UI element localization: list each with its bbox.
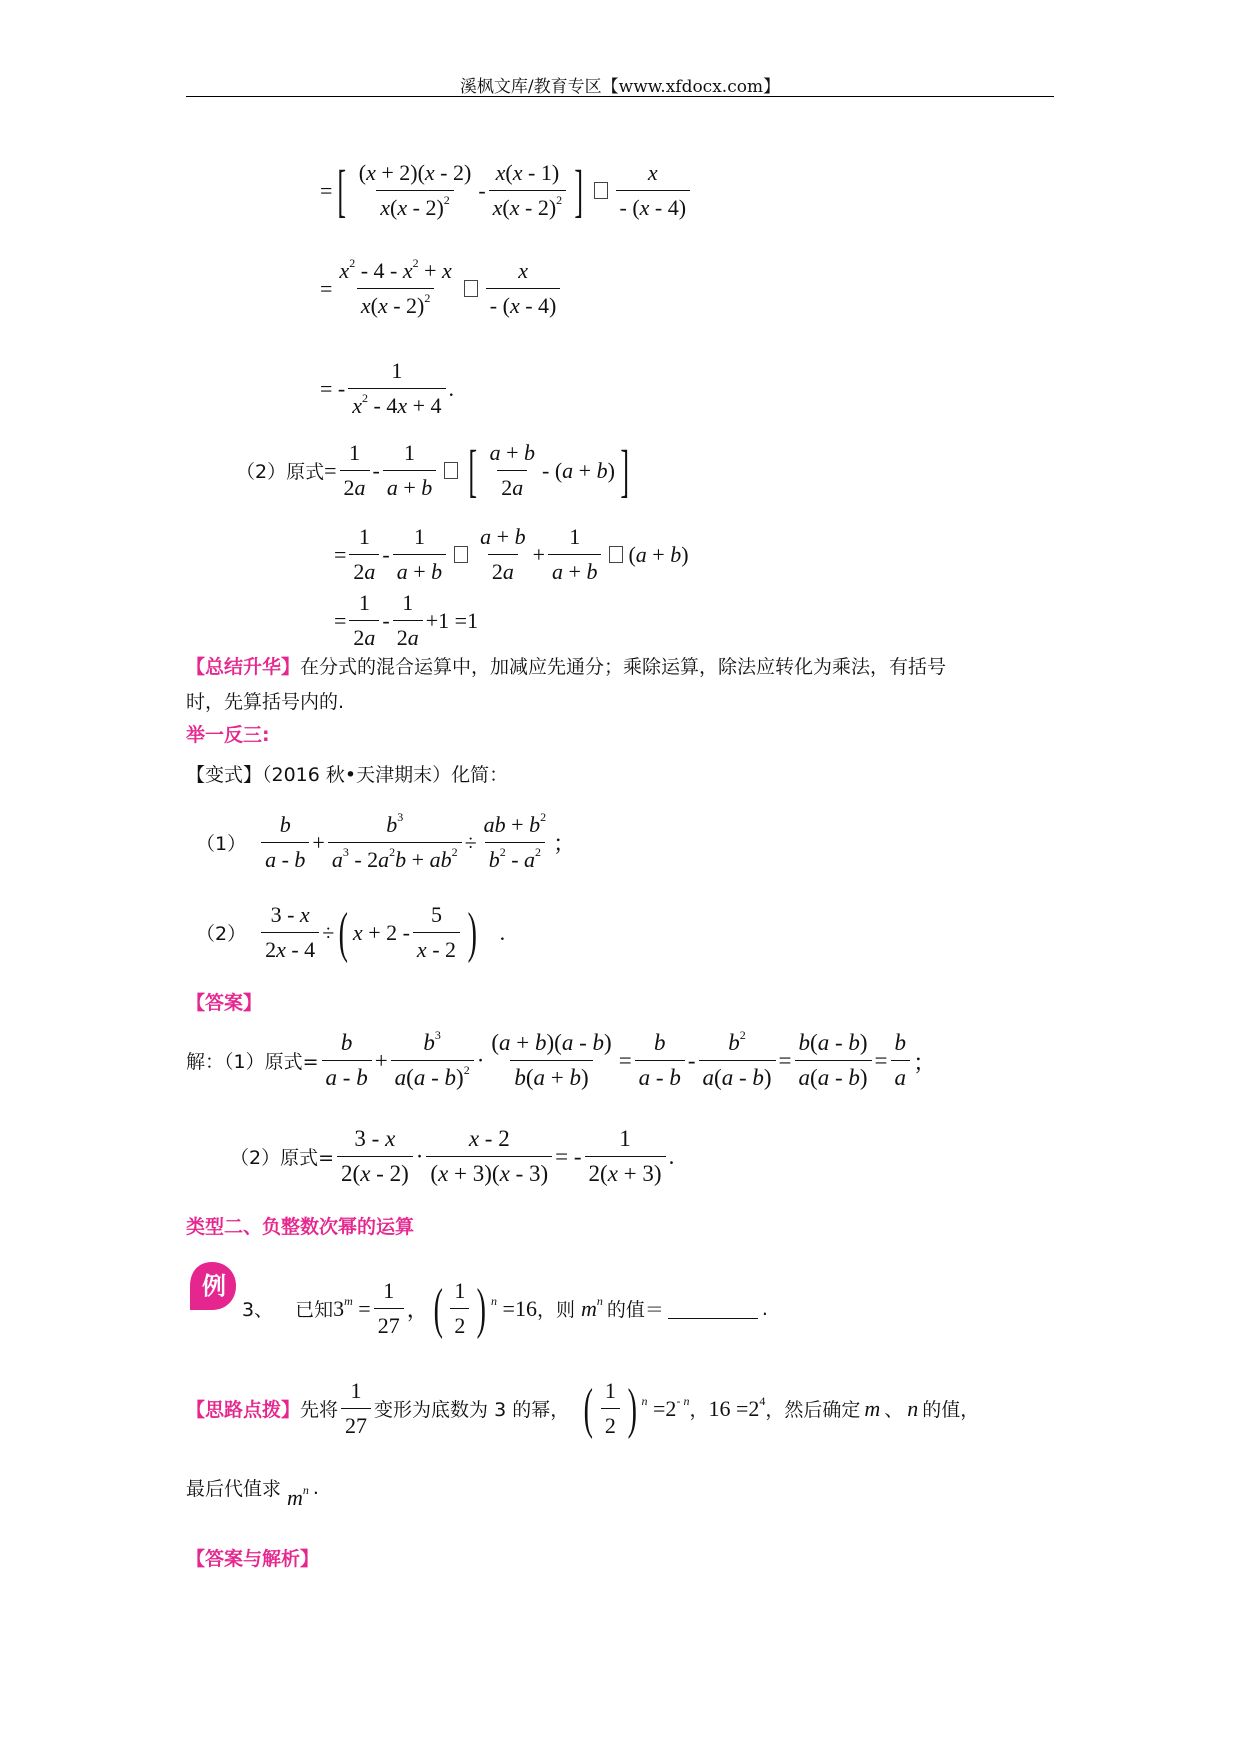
bracket-right: ] (620, 437, 629, 503)
hint-text: 最后代值求 (186, 1478, 282, 1500)
part2-line-2: = $\frac{1}{2a}$ - $\frac{1}{a + b}$ $\frac{a + b}{2a}$ + $\frac{1}{a + b}$ (a + b) (334, 524, 689, 584)
math-line-2: = $\frac{x^2 - 4 - x^2 + x}{x(x - 2)^2}$ $\frac{x}{- (x - 4)}$ (320, 258, 563, 319)
fraction: $\frac{b^2}{a(a - b)}$ (699, 1030, 776, 1091)
answer-analysis-tag: 【答案与解析】 (186, 1548, 320, 1570)
paren-right: ) (467, 901, 478, 964)
operator-placeholder-icon (454, 546, 468, 563)
fraction: $\frac{1}{2}$ (601, 1378, 620, 1439)
fraction: $\frac{b}{a}$ (891, 1030, 911, 1091)
eq-sign: = (320, 177, 333, 203)
fraction: $\frac{3 - x}{2(x - 2)}$ (337, 1126, 413, 1187)
math-line-1: = [ $\frac{(x + 2)(x - 2)}{x(x - 2)^2}$ - $\frac{x(x - 1)}{x(x - 2)^2}$ ] $\frac{x}{- (x - 4)}$ (320, 160, 693, 221)
fraction: $\frac{x^2 - 4 - x^2 + x}{x(x - 2)^2}$ (339, 256, 452, 318)
operator-placeholder-icon (594, 182, 608, 199)
operator-placeholder-icon (609, 546, 623, 563)
fraction: $\frac{1}{2a}$ (349, 590, 379, 651)
fraction: $\frac{1}{27}$ (374, 1278, 404, 1339)
fraction: $\frac{1}{2(x + 3)}$ (585, 1126, 666, 1187)
item-label: （1） (196, 833, 247, 855)
operator-placeholder-icon (464, 280, 478, 297)
type2-heading: 类型二、负整数次幂的运算 (186, 1216, 415, 1238)
example-number: 3、 (242, 1299, 274, 1321)
fraction: $\frac{b}{a - b}$ (635, 1030, 685, 1091)
hint-text: 、 (884, 1399, 904, 1421)
answer-blank[interactable] (668, 1298, 758, 1319)
hint-text: ，然后确定 (765, 1399, 861, 1421)
variant-item-2: （2） $\frac{3 - x}{2x - 4}$ ÷ ( x + 2 - $\frac{5}{x - 2}$ ) . (196, 901, 506, 964)
part2-label: （2）原式 (236, 461, 325, 483)
example-text: 的值＝ (606, 1299, 664, 1321)
page-header: 溪枫文库/教育专区【www.xfdocx.com】 (459, 77, 781, 97)
item-label: （2） (196, 923, 247, 945)
fraction: $\frac{1}{2a}$ (393, 590, 423, 651)
answer-line-2: （2）原式= $\frac{3 - x}{2(x - 2)}$ · $\frac{x - 2}{(x + 3)(x - 3)}$ = - $\frac{1}{2(x + 3)}$ . (230, 1126, 675, 1186)
summary-block (186, 650, 1056, 720)
summary-text-1: 在分式的混合运算中，加减应先通分；乘除运算，除法应转化为乘法，有括号 (300, 656, 947, 678)
example-text: ，则 (536, 1299, 575, 1321)
fraction: $\frac{5}{x - 2}$ (413, 902, 460, 963)
fraction: $\frac{b(a - b)}{a(a - b)}$ (795, 1030, 872, 1091)
fraction: $\frac{x}{- (x - 4)}$ (486, 258, 561, 319)
answer-tag: 【答案】 (186, 992, 263, 1014)
fraction: $\frac{1}{a + b}$ (393, 524, 446, 585)
example-end: . (761, 1297, 768, 1320)
fraction: $\frac{(x + 2)(x - 2)}{x(x - 2)^2}$ (358, 160, 472, 220)
fraction: $\frac{x - 2}{(x + 3)(x - 3)}$ (426, 1126, 552, 1187)
answer-prefix: （2）原式= (230, 1147, 335, 1169)
answer-prefix: 解：（1）原式= (186, 1051, 319, 1073)
paren-left: ( (433, 1277, 443, 1340)
summary-text-2: 时，先算括号内的. (186, 691, 345, 713)
math-line-3: = - $\frac{1}{x^2 - 4x + 4}$ . (320, 358, 455, 418)
fraction: $\frac{ab + b^2}{b^2 - a^2}$ (483, 810, 547, 872)
bracket-left: [ (337, 157, 347, 223)
hint-line-2: 最后代值求 $m^n$ . (186, 1474, 319, 1501)
fraction: $\frac{1}{a + b}$ (548, 524, 601, 585)
fraction: $\frac{1}{27}$ (341, 1378, 371, 1439)
fraction: $\frac{1}{2a}$ (349, 524, 379, 585)
fraction: $\frac{1}{x^2 - 4x + 4}$ (348, 358, 445, 419)
fraction: $\frac{a + b}{2a}$ (489, 440, 536, 500)
fraction: $\frac{3 - x}{2x - 4}$ (261, 902, 319, 963)
hint-line-1: 【思路点拨】 先将 $\frac{1}{27}$ 变形为底数为 3 的幂， ( $\frac{1}{2}$ ) $^n =2^{- n}$ ， $16 =2^4$ ，然后确定 m 、 n 的值， (186, 1377, 980, 1440)
header-divider (186, 96, 1054, 97)
example-badge-icon (186, 1260, 238, 1312)
example-text: 已知 (295, 1299, 334, 1321)
answer-line-1: 解：（1）原式= $\frac{b}{a - b}$ + $\frac{b^3}{a(a - b)^2}$ · $\frac{(a + b)(a - b)}{b(a + b)}$ = $\frac{b}{a - b}$ - $\frac{b^2}{a(a - b)}$ = $\frac{b(a - b)}{a(a - b)}$ = $\frac{b}{a}$ ； (186, 1028, 937, 1090)
fraction: $\frac{1}{a + b}$ (383, 440, 436, 501)
paren-right: ) (627, 1377, 637, 1440)
bracket-right: ] (574, 157, 584, 223)
example3-line: 3、 已知 $3^m$ = $\frac{1}{27}$ ， ( $\frac{1}{2}$ ) $^n$ =16 ，则 $m^n$ 的值＝ . (242, 1277, 768, 1340)
operator-placeholder-icon (444, 462, 458, 479)
fraction: $\frac{a + b}{2a}$ (480, 524, 526, 584)
example-badge-text: 例 (202, 1272, 226, 1300)
fraction: $\frac{b^3}{a(a - b)^2}$ (391, 1030, 474, 1091)
summary-tag: 【总结升华】 (186, 656, 301, 678)
fraction: $\frac{1}{2}$ (450, 1278, 469, 1339)
hint-tag: 【思路点拨】 (186, 1399, 301, 1421)
hint-text: 的值， (922, 1399, 980, 1421)
fraction: $\frac{1}{2a}$ (340, 440, 370, 501)
paren-left: ( (338, 901, 349, 964)
variant-item-1: （1） $\frac{b}{a - b}$ + $\frac{b^3}{a^3 - 2a^2b + ab^2}$ ÷ $\frac{ab + b^2}{b^2 - a^2}$ ； (196, 810, 576, 872)
variant-line: 【变式】（2016 秋•天津期末）化简： (186, 764, 509, 786)
part2-line-1: （2）原式 = $\frac{1}{2a}$ - $\frac{1}{a + b}$ [ $\frac{a + b}{2a}$ - (a + b) ] (236, 437, 629, 503)
bracket-left: [ (468, 437, 478, 503)
fraction: $\frac{b^3}{a^3 - 2a^2b + ab^2}$ (328, 812, 462, 873)
fraction: $\frac{(a + b)(a - b)}{b(a + b)}$ (491, 1030, 612, 1090)
practice-heading: 举一反三: (186, 724, 270, 746)
fraction: $\frac{x(x - 1)}{x(x - 2)^2}$ (489, 160, 567, 221)
fraction: $\frac{b}{a - b}$ (261, 812, 309, 873)
hint-text: 变形为底数为 3 的幂， (374, 1399, 570, 1421)
part2-line-3: = $\frac{1}{2a}$ - $\frac{1}{2a}$ +1 =1 (334, 590, 479, 650)
hint-text: 先将 (300, 1399, 339, 1421)
fraction: $\frac{b}{a - b}$ (322, 1030, 372, 1091)
fraction: $\frac{x}{- (x - 4)}$ (616, 160, 691, 221)
paren-left: ( (583, 1377, 594, 1440)
paren-right: ) (477, 1277, 487, 1340)
